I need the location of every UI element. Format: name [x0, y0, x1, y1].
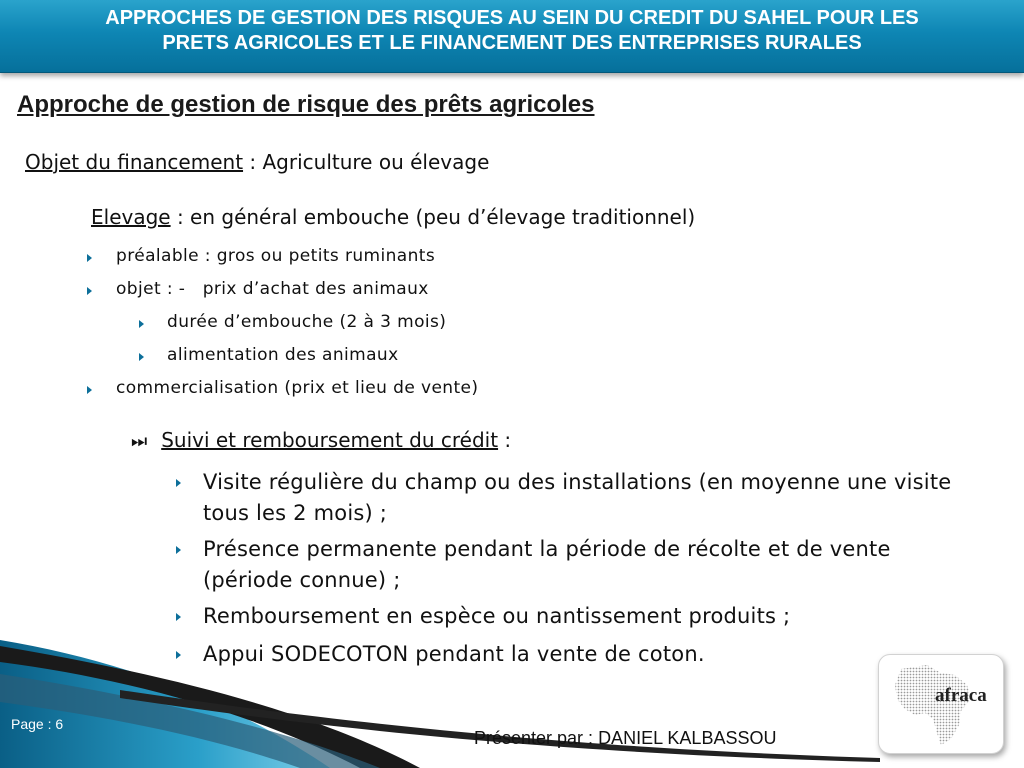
elevage-bullet: objet : - prix d’achat des animaux	[116, 279, 429, 299]
elevage-bullet: commercialisation (prix et lieu de vente)	[116, 378, 479, 398]
suivi-text: :	[498, 428, 512, 452]
suivi-bullet: Visite régulière du champ ou des installations (en moyenne une visite tous les 2 mois) ;	[203, 470, 952, 525]
page-number: Page : 6	[11, 716, 64, 732]
elevage-line	[91, 205, 695, 229]
objet-text: : Agriculture ou élevage	[243, 150, 490, 174]
suivi-label: Suivi et remboursement du crédit	[161, 428, 499, 452]
presenter-line	[474, 728, 776, 749]
bullet-arrow-icon	[139, 320, 144, 328]
presenter-prefix: Présenter par :	[474, 728, 599, 748]
objet-label: Objet du financement	[25, 150, 244, 174]
bullet-arrow-icon	[87, 287, 92, 295]
suivi-heading	[131, 428, 511, 452]
bullet-arrow-icon	[176, 613, 181, 621]
elevage-bullet: préalable : gros ou petits ruminants	[116, 246, 436, 266]
bullet-arrow-icon	[176, 546, 181, 554]
afraca-logo-text: afraca	[935, 685, 987, 706]
suivi-bullet: Remboursement en espèce ou nantissement produits ;	[203, 604, 791, 628]
elevage-sub-bullet: alimentation des animaux	[167, 345, 399, 365]
slide-title	[0, 6, 1024, 56]
objet-line	[25, 150, 489, 174]
bullet-arrow-icon	[176, 479, 181, 487]
skip-forward-icon: ⏭	[131, 431, 148, 452]
title-bar	[0, 0, 1024, 73]
slide-title-line1: APPROCHES DE GESTION DES RISQUES AU SEIN DU CREDIT DU SAHEL POUR LES	[105, 7, 919, 29]
elevage-text: : en général embouche (peu d’élevage traditionnel)	[170, 205, 696, 229]
elevage-sub-bullet: durée d’embouche (2 à 3 mois)	[167, 312, 447, 332]
suivi-bullet: Appui SODECOTON pendant la vente de coton.	[203, 642, 705, 666]
bullet-arrow-icon	[87, 386, 92, 394]
suivi-bullet: Présence permanente pendant la période de récolte et de vente (période connue) ;	[203, 537, 891, 592]
section-heading: Approche de gestion de risque des prêts agricoles	[17, 91, 595, 118]
slide-title-line2: PRETS AGRICOLES ET LE FINANCEMENT DES ENTREPRISES RURALES	[162, 32, 862, 54]
presenter-name: DANIEL KALBASSOU	[598, 728, 777, 748]
elevage-label: Elevage	[91, 205, 171, 229]
afraca-logo	[878, 654, 1004, 754]
bullet-arrow-icon	[139, 353, 144, 361]
bullet-arrow-icon	[87, 254, 92, 262]
